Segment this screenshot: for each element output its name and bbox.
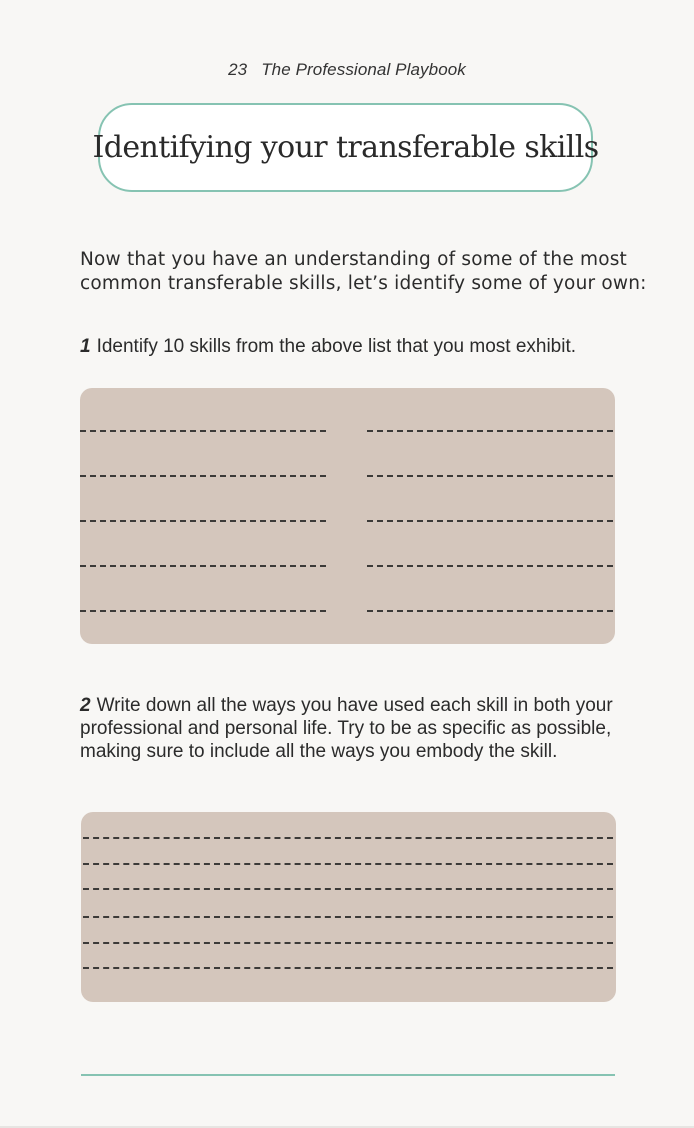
answer-line[interactable] [367,475,613,477]
answer-line[interactable] [83,837,613,839]
answer-line[interactable] [80,475,326,477]
answer-line[interactable] [83,942,613,944]
running-header [0,60,694,80]
page-number: 23 [228,60,248,79]
question-1 [80,335,670,358]
question-2-number: 2 [80,695,91,716]
answer-line[interactable] [83,916,613,918]
skills-answer-box[interactable] [80,388,615,644]
intro-paragraph: Now that you have an understanding of some of the most common transferable skills, let’s identify some of your own: [80,249,647,294]
answer-line[interactable] [80,565,326,567]
usage-answer-box[interactable] [81,812,616,1002]
answer-line[interactable] [367,610,613,612]
answer-line[interactable] [367,565,613,567]
title-box [92,103,599,192]
page-title: Identifying your transferable skills [92,130,599,165]
answer-line[interactable] [80,430,326,432]
answer-line[interactable] [367,430,613,432]
question-2-text: Write down all the ways you have used each skill in both your professional and personal life. Try to be as specific as possible, making sure to include all the ways you embody the skill. [80,695,613,762]
footer-divider [81,1074,615,1076]
answer-line[interactable] [83,863,613,865]
answer-line[interactable] [367,520,613,522]
answer-line[interactable] [80,610,326,612]
answer-line[interactable] [80,520,326,522]
answer-line[interactable] [83,967,613,969]
book-title: The Professional Playbook [261,60,466,79]
answer-line[interactable] [83,888,613,890]
question-1-number: 1 [80,336,91,357]
question-1-text: Identify 10 skills from the above list that you most exhibit. [96,336,577,357]
question-2 [80,694,630,763]
